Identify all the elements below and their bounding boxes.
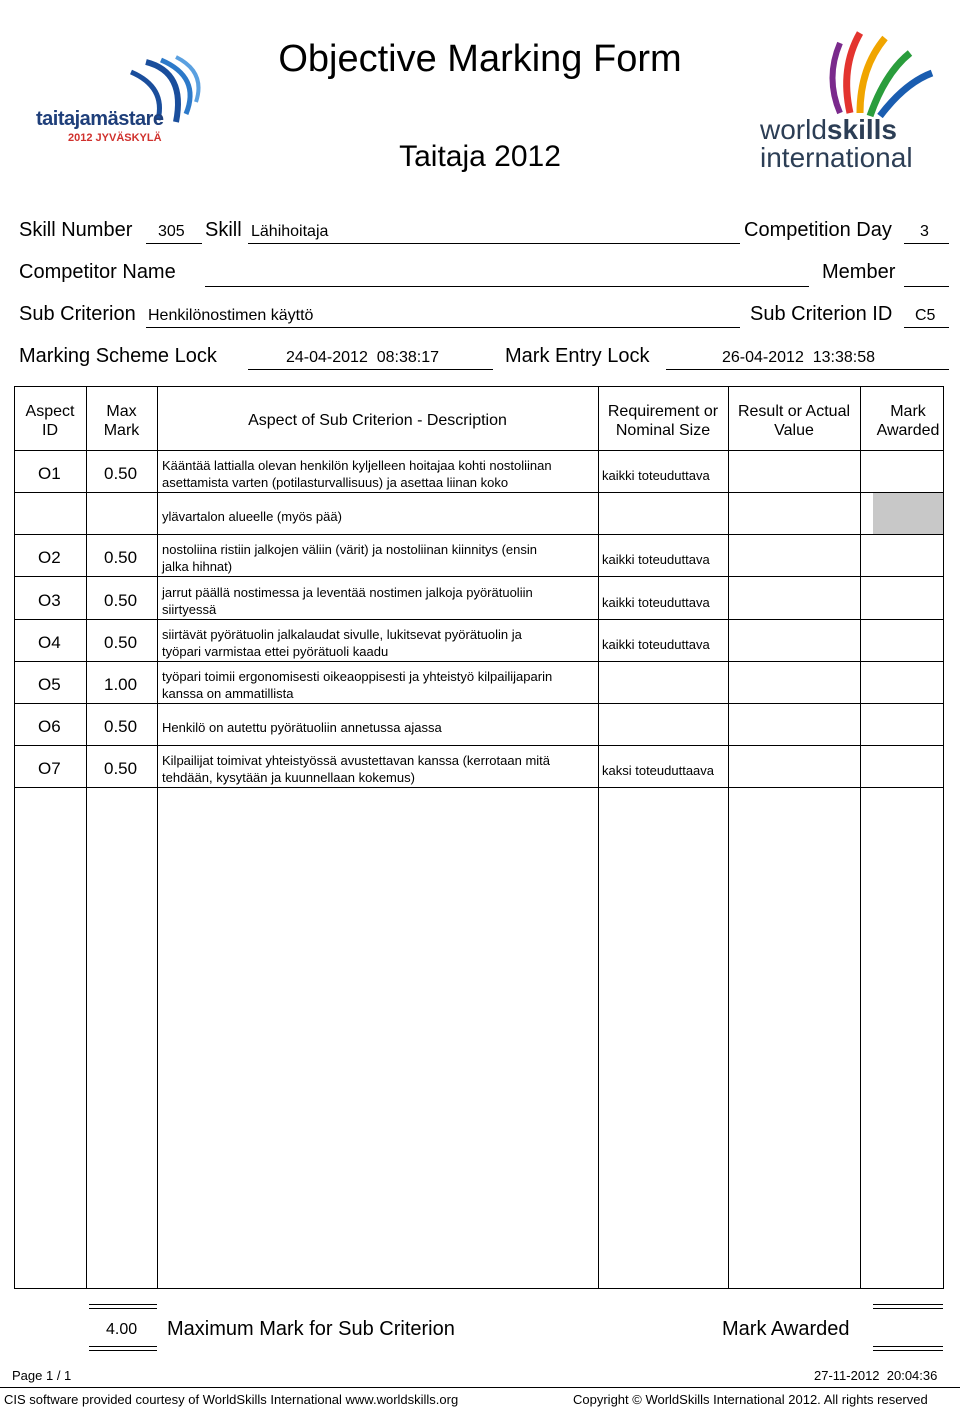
aspect-id-cell: O6 (38, 717, 61, 736)
mark-awarded-cell[interactable] (873, 620, 943, 661)
skill-number-value: 305 (158, 223, 185, 240)
footer-left-note: CIS software provided courtesy of WorldSkills International www.worldskills.org (4, 1392, 459, 1407)
header-requirement: Requirement or Nominal Size (607, 403, 719, 439)
max-mark-cell: 0.50 (104, 548, 138, 567)
worldskills-logo-world: world (760, 114, 827, 145)
max-mark-cell: 0.50 (104, 464, 138, 483)
requirement-cell: kaikki toteuduttava (602, 552, 710, 567)
footer-copyright: Copyright © WorldSkills International 2012. All rights reserved (573, 1392, 928, 1407)
description-line: kanssa on ammatillista (162, 686, 294, 701)
description-line: jarrut päällä nostimessa ja leventää nostimen jalkoja pyörätuoliin (162, 585, 533, 600)
page-title: Objective Marking Form (278, 38, 682, 80)
result-cell[interactable] (729, 704, 860, 745)
mark-entry-lock-value: 26-04-2012 13:38:58 (722, 349, 876, 366)
aspect-id-cell: O1 (38, 464, 61, 483)
taitaja-logo-text: taitajamästare (36, 108, 164, 130)
max-mark-cell: 0.50 (104, 591, 138, 610)
description-line: työpari varmistaa ettei pyörätuoli kaadu (162, 644, 389, 659)
max-total-value: 4.00 (106, 1321, 138, 1338)
header-max-mark: Max Mark (103, 403, 140, 439)
marking-scheme-lock-value: 24-04-2012 08:38:17 (286, 349, 440, 366)
skill-value: Lähihoitaja (251, 223, 329, 240)
sub-criterion-label: Sub Criterion (19, 303, 136, 325)
description-line: Kilpailijat toimivat yhteistyössä avustettavan kanssa (kerrotaan mitä (162, 753, 551, 768)
competitor-name-label: Competitor Name (19, 261, 176, 283)
requirement-cell: kaikki toteuduttava (602, 468, 710, 483)
description-line: työpari toimii ergonomisesti oikeaoppisesti ja yhteistyö kilpailijaparin (162, 669, 553, 684)
aspect-id-cell: O5 (38, 675, 61, 694)
result-cell[interactable] (729, 746, 860, 787)
aspect-id-cell: O7 (38, 759, 61, 778)
description-line: siirtyessä (162, 602, 217, 617)
skill-label: Skill (205, 219, 242, 241)
result-cell[interactable] (729, 451, 860, 492)
max-mark-cell: 0.50 (104, 717, 138, 736)
result-cell[interactable] (729, 620, 860, 661)
description-line: nostoliina ristiin jalkojen väliin (värit) ja nostoliinan kiinnitys (ensin (162, 542, 538, 557)
aspect-id-cell: O2 (38, 548, 61, 567)
max-mark-cell: 0.50 (104, 759, 138, 778)
description-line: tehdään, kysytään ja kuunnellaan kokemus) (162, 770, 415, 785)
max-mark-cell: 1.00 (104, 675, 138, 694)
max-total-label: Maximum Mark for Sub Criterion (167, 1318, 455, 1340)
skill-number-label: Skill Number (19, 219, 133, 241)
header-mark-awarded: Mark Awarded (876, 403, 940, 439)
requirement-cell: kaksi toteuduttaava (602, 763, 715, 778)
mark-awarded-cell[interactable] (873, 746, 943, 787)
page-number: Page 1 / 1 (12, 1368, 72, 1383)
requirement-cell: kaikki toteuduttava (602, 595, 710, 610)
result-cell[interactable] (729, 578, 860, 619)
competition-day-label: Competition Day (744, 219, 892, 241)
aspect-id-cell: O3 (38, 591, 61, 610)
mark-awarded-cell[interactable] (873, 451, 943, 492)
description-line: jalka hihnat) (162, 559, 233, 574)
worldskills-logo-international: international (760, 142, 913, 173)
result-cell[interactable] (729, 535, 860, 576)
header-aspect-id: Aspect ID (25, 403, 75, 439)
competition-day-value: 3 (920, 223, 929, 240)
description-line: Henkilö on autettu pyörätuoliin annetussa ajassa (162, 720, 442, 735)
mark-awarded-cell[interactable] (873, 535, 943, 576)
page-subtitle: Taitaja 2012 (399, 140, 561, 173)
sub-criterion-id-label: Sub Criterion ID (750, 303, 893, 325)
description-line: ylävartalon alueelle (myös pää) (162, 509, 342, 524)
mark-entry-lock-label: Mark Entry Lock (505, 345, 650, 367)
max-mark-cell: 0.50 (104, 633, 138, 652)
header-description: Aspect of Sub Criterion - Description (248, 412, 507, 429)
description-line: siirtävät pyörätuolin jalkalaudat sivulle, lukitsevat pyörätuolin ja (162, 627, 522, 642)
mark-awarded-cell[interactable] (873, 662, 943, 703)
worldskills-logo-skills: skills (826, 114, 897, 145)
sub-criterion-id-value: C5 (915, 307, 936, 324)
print-timestamp: 27-11-2012 20:04:36 (814, 1368, 938, 1383)
mark-awarded-cell[interactable] (873, 493, 943, 534)
mark-awarded-cell[interactable] (873, 704, 943, 745)
header-result: Result or Actual Value (737, 403, 851, 439)
marking-scheme-lock-label: Marking Scheme Lock (19, 345, 217, 367)
member-label: Member (822, 261, 896, 283)
result-cell[interactable] (729, 662, 860, 703)
aspect-id-cell: O4 (38, 633, 61, 652)
result-cell[interactable] (729, 493, 860, 534)
mark-awarded-cell[interactable] (873, 578, 943, 619)
sub-criterion-value: Henkilönostimen käyttö (148, 307, 314, 324)
mark-awarded-total-label: Mark Awarded (722, 1318, 850, 1340)
description-line: Kääntää lattialla olevan henkilön kyljelleen hoitajaa kohti nostoliinan (162, 458, 552, 473)
description-line: asettamista varten (potilasturvallisuus) ja asettaa liinan koko (162, 475, 509, 490)
requirement-cell: kaikki toteuduttava (602, 637, 710, 652)
taitaja-logo-sub: 2012 JYVÄSKYLÄ (68, 132, 162, 144)
